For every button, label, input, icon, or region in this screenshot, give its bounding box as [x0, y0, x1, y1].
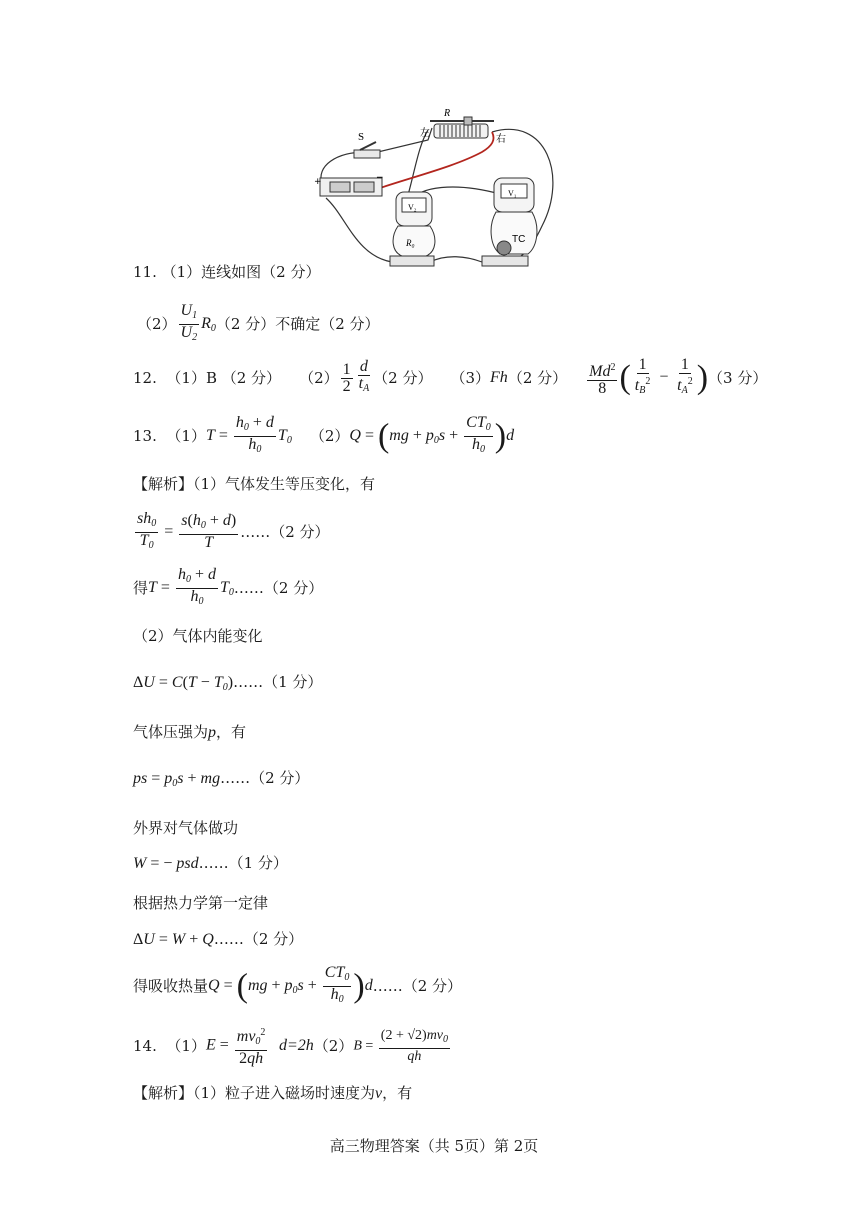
q12-formula-2: $\frac{1}{2}$ $\frac{d}{t_A}$: [342, 358, 370, 395]
q14-line: 14. （1） E = $\frac{mv_0^2}{2qh}$ d=2h （2） B = $\frac{(2 + √2)mv_0}{qh}$: [133, 1027, 449, 1067]
q13-number: 13.: [133, 427, 157, 445]
q13-work-title: 外界对气体做功: [133, 819, 239, 837]
q13-part2-title: （2）气体内能变化: [133, 627, 263, 645]
q13-step4: ps = $p_0s$ + mg……（2 分）: [133, 769, 310, 789]
label-S: S: [358, 131, 365, 143]
q11-part1: （1）连线如图（2 分）: [161, 263, 321, 281]
q12-formula-4: $\frac{Md^2}{8}$ ( $\frac{1}{t_B^2}$ − $\frac{1}{t_A^2}$ ): [589, 356, 709, 397]
label-plus: +: [314, 177, 322, 187]
q11-formula: $\frac{U_1}{U_2}$ $R_0$: [180, 301, 216, 343]
q13-line: 13. （1） T = $\frac{h_0 + d}{h_0}$ $T_0$ （2） $Q = (mg + p_0s$ + $\frac{CT_0}{h_0}$ )d: [133, 416, 514, 456]
wire: [326, 198, 392, 262]
label-V1: V₁: [508, 189, 517, 198]
q13-step1: $\frac{sh_0}{T_0}$ = $\frac{s(h_0 + d)}{T}$ ……（2 分）: [137, 509, 330, 551]
q11-line2: （2） $\frac{U_1}{U_2}$ $R_0$ （2 分）不确定（2 分）: [137, 307, 380, 341]
red-wire: [380, 132, 494, 188]
q11-line1: [133, 262, 321, 282]
page-footer: 高三物理答案（共 5页）第 2页: [329, 1137, 539, 1155]
label-minus: −: [376, 173, 384, 183]
q13-formula-2: $Q = (mg + p_0s$ + $\frac{CT_0}{h_0}$ )d: [349, 413, 515, 455]
label-R0: R₀: [406, 238, 415, 248]
label-R: R: [444, 108, 451, 119]
label-V2: V₂: [408, 203, 417, 212]
label-left: 左: [420, 128, 430, 139]
q13-step6: ΔU = W + Q……（2 分）: [133, 930, 304, 948]
q13-law-title: 根据热力学第一定律: [133, 894, 269, 912]
label-right: 右: [496, 134, 506, 145]
q13-step7: 得吸收热量 $Q = (mg + p_0s$ + $\frac{CT_0}{h_0}$ )d ……（2 分）: [133, 963, 463, 1005]
q11-number: 11.: [133, 263, 157, 281]
q13-step2: 得 T = $\frac{h_0 + d}{h_0}$ $T_0$ ……（2 分）: [133, 565, 324, 607]
q13-step5: W = − psd……（1 分）: [133, 854, 288, 872]
q13-step3: $\Delta U = C(T - T_0)\dots\dots(1$ 分）: [133, 673, 323, 693]
q13-pressure: 气体压强为p，有: [133, 723, 247, 741]
q12-formula-3: Fh: [490, 369, 508, 386]
q14-analysis: 【解析】（1）粒子进入磁场时速度为v，有: [133, 1084, 413, 1102]
wire: [430, 257, 482, 262]
circuit-diagram: [306, 106, 554, 272]
q14-number: 14.: [133, 1037, 157, 1055]
q12-line: 12. （1）B （2 分） （2） $\frac{1}{2}$ $\frac{d}{t_A}$ （2 分） （3） Fh （2 分） $\frac{Md^2}{8}$ ( $\frac{1}{t_B^2}$ − $\frac{1}{t_A^2}$ ) （3 分）: [133, 360, 767, 396]
q12-number: 12.: [133, 369, 157, 387]
label-TC: TC: [512, 234, 526, 245]
q13-analysis: 【解析】（1）气体发生等压变化，有: [133, 475, 376, 493]
q13-formula-1: T = $\frac{h_0 + d}{h_0}$ $T_0$: [205, 413, 292, 455]
